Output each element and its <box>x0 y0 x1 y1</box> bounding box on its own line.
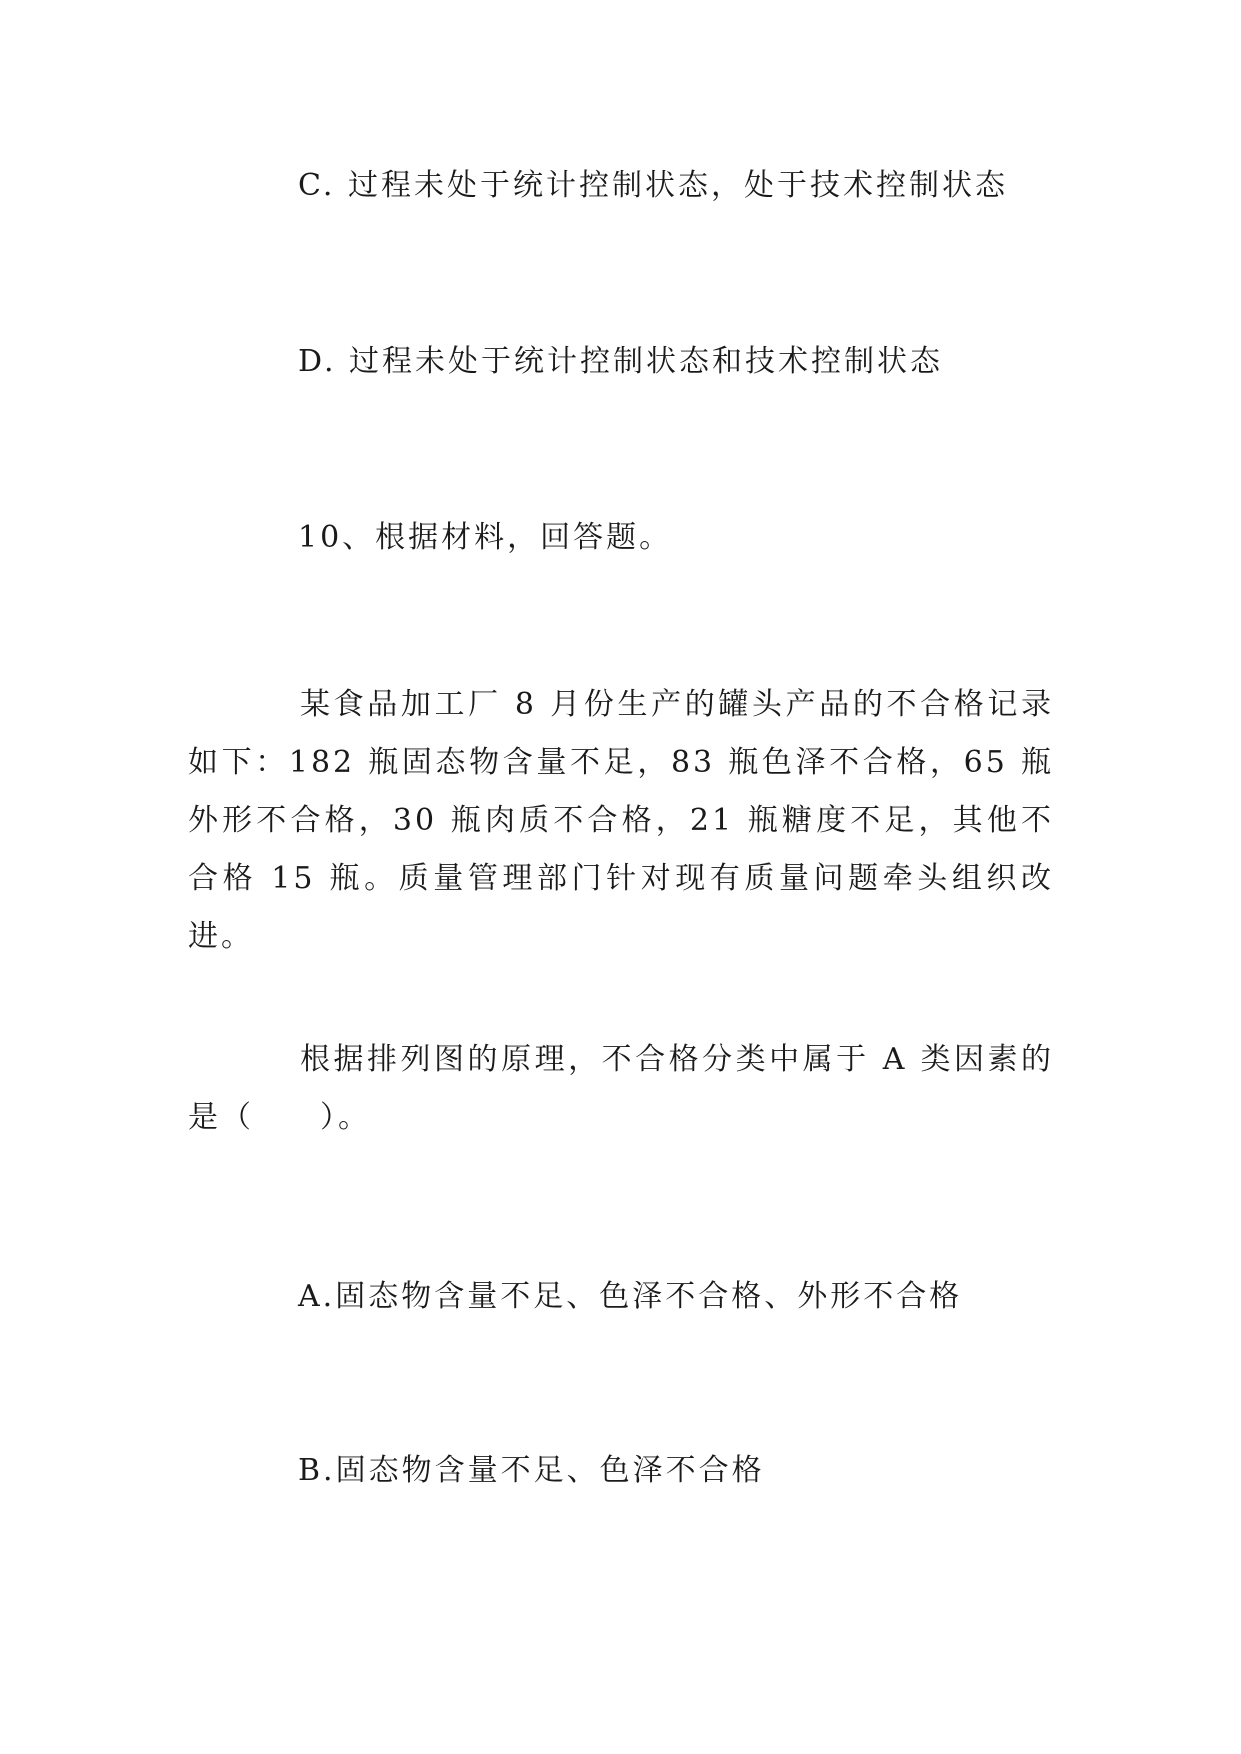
material-paragraph: 某食品加工厂 8 月份生产的罐头产品的不合格记录如下：182 瓶固态物含量不足，83 瓶色泽不合格，65 瓶外形不合格，30 瓶肉质不合格，21 瓶糖度不足，其他不合格 15 瓶。质量管理部门针对现有质量问题牵头组织改进。 <box>188 687 1054 954</box>
question-stem: 根据排列图的原理，不合格分类中属于 A 类因素的是（ ）。 <box>188 1042 1054 1135</box>
option-d-text: D. 过程未处于统计控制状态和技术控制状态 <box>298 344 944 379</box>
answer-a-text: A.固态物含量不足、色泽不合格、外形不合格 <box>298 1279 963 1314</box>
answer-b-text: B.固态物含量不足、色泽不合格 <box>298 1453 765 1488</box>
question-10-heading: 10、根据材料，回答题。 <box>298 520 673 555</box>
option-c-text: C. 过程未处于统计控制状态，处于技术控制状态 <box>298 168 1008 203</box>
